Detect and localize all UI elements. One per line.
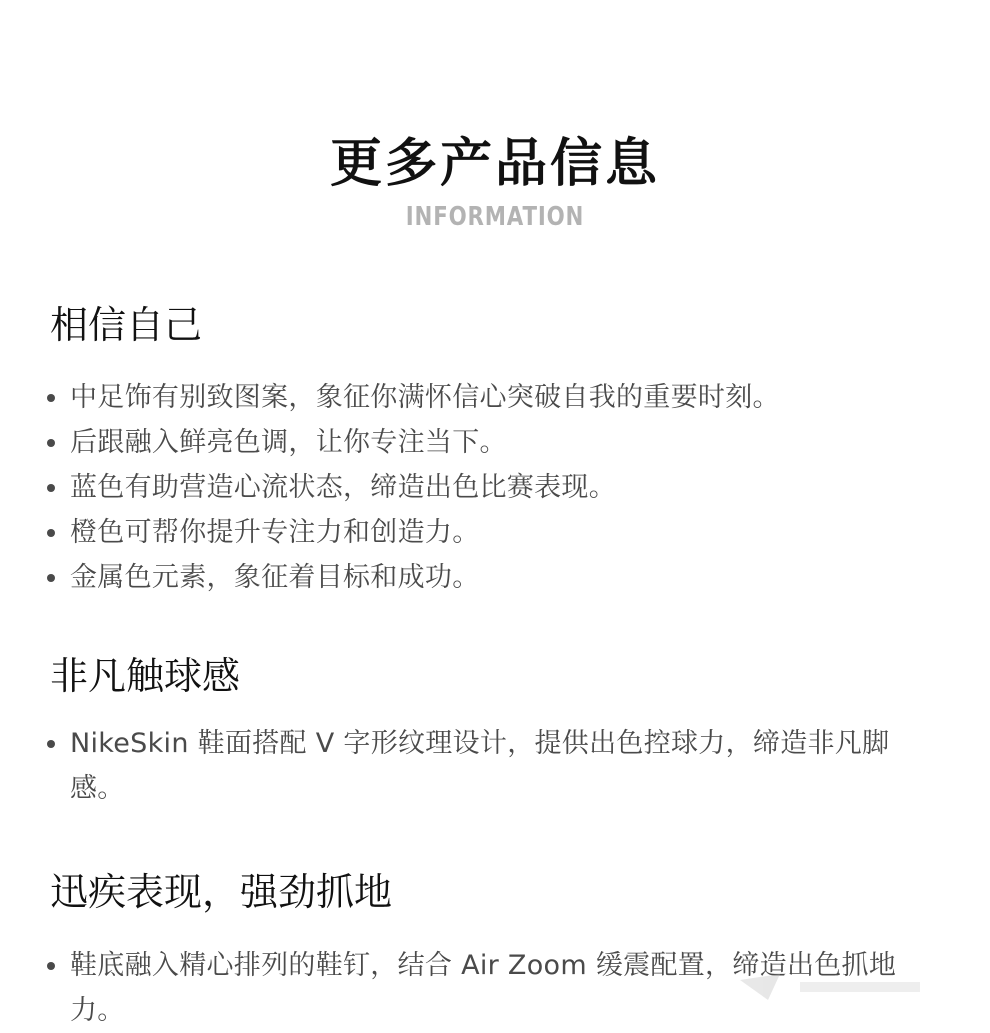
bullet-dot (47, 439, 55, 447)
section-touch (50, 653, 940, 811)
list-item (50, 420, 940, 465)
list-item (50, 510, 940, 555)
list-item (50, 465, 940, 510)
list-item-text: NikeSkin 鞋面搭配 V 字形纹理设计，提供出色控球力，缔造非凡脚感。 (70, 728, 890, 804)
page-subtitle: INFORMATION (405, 202, 585, 232)
bullet-dot (47, 962, 55, 970)
bullet-dot (47, 574, 55, 582)
list-item-text: 金属色元素，象征着目标和成功。 (70, 562, 480, 593)
bullet-dot (47, 484, 55, 492)
list-item-text: 鞋底融入精心排列的鞋钉，结合 Air Zoom 缓震配置，缔造出色抓地力。 (70, 950, 897, 1026)
feature-list (50, 721, 940, 811)
section-believe-in-yourself (50, 302, 940, 600)
watermark-logo (740, 974, 930, 1000)
bullet-dot (47, 529, 55, 537)
section-heading: 相信自己 (50, 303, 203, 347)
feature-list (50, 375, 940, 600)
section-traction (50, 869, 940, 1033)
page-header (0, 132, 990, 232)
list-item-text: 中足饰有别致图案，象征你满怀信心突破自我的重要时刻。 (70, 382, 780, 413)
list-item-text: 橙色可帮你提升专注力和创造力。 (70, 517, 480, 548)
list-item (50, 555, 940, 600)
section-heading: 非凡触球感 (50, 654, 241, 698)
list-item-text: 后跟融入鲜亮色调，让你专注当下。 (70, 427, 507, 458)
list-item (50, 721, 940, 811)
list-item (50, 375, 940, 420)
section-heading: 迅疾表现，强劲抓地 (50, 870, 393, 914)
list-item-text: 蓝色有助营造心流状态，缔造出色比赛表现。 (70, 472, 616, 503)
bullet-dot (47, 394, 55, 402)
page-title: 更多产品信息 (329, 134, 660, 194)
bullet-dot (47, 740, 55, 748)
